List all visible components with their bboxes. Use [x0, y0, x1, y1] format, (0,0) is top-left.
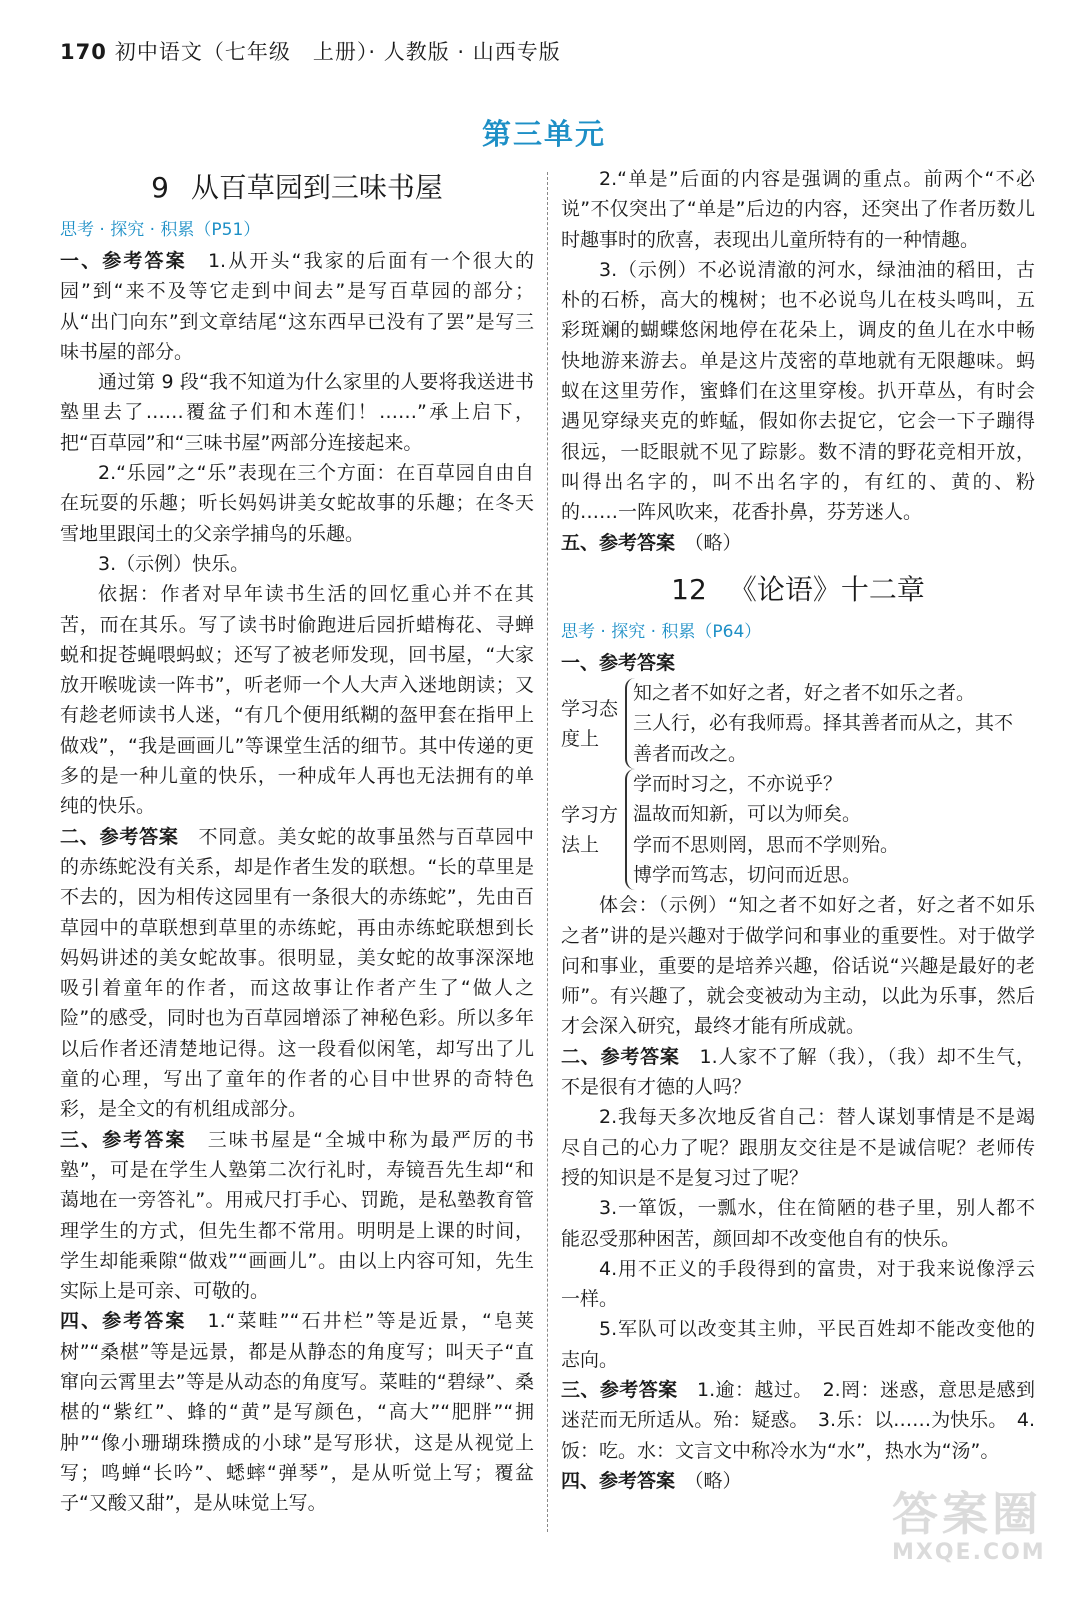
quote-group-attitude	[561, 678, 1035, 769]
answer-text: 1.逾：越过。 2.罔：迷惑，意思是感到迷茫而无所适从。殆：疑惑。 3.乐：以……为快乐。 4.饭：吃。水：文言文中称冷水为“水”，热水为“汤”。	[561, 1378, 1035, 1462]
answer-text: （略）	[675, 1469, 742, 1492]
answer-paragraph: 2.“单是”后面的内容是强调的重点。前两个“不必说”不仅突出了“单是”后边的内容，还突出了作者历数儿时趣事时的欣喜，表现出儿童所特有的一种情趣。	[561, 168, 1035, 251]
answer-paragraph	[561, 1042, 1035, 1103]
answer-text: 三味书屋是“全城中称为最严厉的书塾”，可是在学生人塾第二次行礼时，寿镜吾先生却“和蔼地在一旁答礼”。用戒尺打手心、罚跪，是私塾教育管理学生的方式，但先生都不常用。明明是上课的时间，学生却能乘隙“做戏”“画画儿”。由以上内容可知，先生实际上是可亲、可敬的。	[60, 1128, 534, 1303]
left-column	[60, 164, 534, 1518]
answer-paragraph	[60, 1125, 534, 1307]
answer-heading: 三、参考答案	[60, 1128, 187, 1151]
group-items	[625, 678, 1013, 769]
section-label: 思考 · 探究 · 积累（P51）	[60, 220, 261, 240]
answer-heading: 二、参考答案	[60, 825, 179, 848]
answer-heading: 一、参考答案	[561, 651, 676, 674]
watermark-text: 答案圈	[892, 1487, 1042, 1541]
answer-paragraph	[60, 1306, 534, 1518]
quote-line: 学而时习之，不亦说乎？	[633, 773, 843, 796]
section-label: 思考 · 探究 · 积累（P64）	[561, 621, 762, 642]
answer-paragraph	[60, 246, 534, 367]
right-column	[561, 164, 1035, 1496]
page-number: 170	[60, 40, 107, 64]
answer-heading: 二、参考答案	[561, 1045, 680, 1068]
lesson-9-heading	[60, 164, 534, 212]
answer-heading: 一、参考答案	[60, 250, 187, 272]
answer-text: （略）	[675, 531, 742, 554]
lesson-number: 9	[151, 171, 169, 204]
answer-heading: 五、参考答案	[561, 531, 676, 554]
group-label: 学习方法上	[561, 803, 619, 856]
answer-heading: 四、参考答案	[561, 1469, 676, 1492]
answer-text: 1.从开头“我家的后面有一个很大的园”到“来不及等它走到中间去”是写百草园的部分；从“出门向东”到文章结尾“这东西早已没有了罢”是写三味书屋的部分。	[60, 250, 534, 363]
quote-line: 博学而笃志，切问而近思。	[633, 863, 862, 886]
book-title: 初中语文（七年级 上册）· 人教版 · 山西专版	[114, 40, 561, 64]
lesson-title: 《论语》十二章	[728, 572, 925, 606]
quote-line: 学而不思则罔，思而不学则殆。	[633, 833, 900, 856]
watermark-logo	[892, 1478, 1072, 1578]
watermark-url: MXQE.COM	[892, 1540, 1046, 1565]
answer-heading: 三、参考答案	[561, 1378, 678, 1401]
group-items	[625, 769, 899, 890]
answer-paragraph: 3.一箪饭，一瓢水，住在简陋的巷子里，别人都不能忍受那种困苦，颜回却不改变他自有的快乐。	[561, 1197, 1035, 1250]
answer-paragraph: 体会：（示例）“知之者不如好之者，好之者不如乐之者”讲的是兴趣对于做学问和事业的重要性。对于做学问和事业，重要的是培养兴趣，俗话说“兴趣是最好的老师”。有兴趣了，就会变被动为主动，以此为乐事，然后才会深入研究，最终才能有所成就。	[561, 894, 1035, 1038]
quote-line: 三人行，必有我师焉。择其善者而从之，其不	[633, 712, 1014, 735]
quote-line: 知之者不如好之者，好之者不如乐之者。	[633, 682, 976, 705]
answer-paragraph: 通过第 9 段“我不知道为什么家里的人要将我送进书塾里去了……覆盆子们和木莲们！……”承上启下，把“百草园”和“三味书屋”两部分连接起来。	[60, 371, 534, 454]
answer-paragraph	[561, 528, 1035, 558]
answer-paragraph	[561, 1375, 1035, 1466]
group-label: 学习态度上	[561, 697, 619, 750]
answer-paragraph	[60, 822, 534, 1125]
answer-text: 1.“菜畦”“石井栏”等是近景，“皂荚树”“桑椹”等是远景，都是从静态的角度写；叫天子“直窜向云霄里去”等是从动态的角度写。菜畦的“碧绿”、桑椹的“紫红”、蜂的“黄”是写颜色，“高大”“肥胖”“拥肿”“像小珊瑚珠攒成的小球”是写形状，这是从视觉上写；鸣蝉“长吟”、蟋蟀“弹琴”，是从听觉上写；覆盆子“又酸又甜”，是从味觉上写。	[60, 1310, 534, 1515]
answer-paragraph: 3.（示例）不必说清澈的河水，绿油油的稻田，古朴的石桥，高大的槐树；也不必说鸟儿在枝头鸣叫，五彩斑斓的蝴蝶悠闲地停在花朵上，调皮的鱼儿在水中畅快地游来游去。单是这片茂密的草地就有无限趣味。蚂蚁在这里劳作，蜜蜂们在这里穿梭。扒开草丛，有时会遇见穿绿夹克的蚱蜢，假如你去捉它，它会一下子蹦得很远，一眨眼就不见了踪影。数不清的野花竞相开放，叫得出名字的，叫不出名字的，有红的、黄的、粉的……一阵风吹来，花香扑鼻，芬芳迷人。	[561, 258, 1035, 524]
lesson-title: 从百草园到三味书屋	[190, 171, 443, 204]
lesson-12-heading	[561, 566, 1035, 614]
answer-paragraph: 2.我每天多次地反省自己：替人谋划事情是不是竭尽自己的心力了呢？跟朋友交往是不是诚信呢？老师传授的知识是不是复习过了呢？	[561, 1106, 1035, 1189]
quote-line: 温故而知新，可以为师矣。	[633, 803, 862, 826]
answer-paragraph: 3.（示例）快乐。	[98, 552, 250, 575]
answer-heading: 四、参考答案	[60, 1310, 187, 1333]
quote-line: 善者而改之。	[633, 742, 748, 765]
answer-text: 1.人家不了解（我），（我）却不生气，不是很有才德的人吗？	[561, 1045, 1035, 1099]
answer-text: 不同意。美女蛇的故事虽然与百草园中的赤练蛇没有关系，却是作者生发的联想。“长的草里是不去的，因为相传这园里有一条很大的赤练蛇”，先由百草园中的草联想到草里的赤练蛇，再由赤练蛇联想到长妈妈讲述的美女蛇故事。很明显，美女蛇的故事深深地吸引着童年的作者，而这故事让作者产生了“做人之险”的感受，同时也为百草园增添了神秘色彩。所以多年以后作者还清楚地记得。这一段看似闲笔，却写出了儿童的心理，写出了童年的作者的心目中世界的奇特色彩，是全文的有机组成部分。	[60, 825, 534, 1121]
unit-title: 第三单元	[481, 117, 606, 151]
quote-group-method	[561, 769, 1035, 890]
lesson-number: 12	[671, 572, 707, 606]
answer-paragraph: 2.“乐园”之“乐”表现在三个方面：在百草园自由自在玩耍的乐趣；听长妈妈讲美女蛇故事的乐趣；在冬天雪地里跟闰土的父亲学捕鸟的乐趣。	[60, 462, 534, 545]
column-divider	[547, 172, 548, 1532]
answer-paragraph: 5.军队可以改变其主帅，平民百姓却不能改变他的志向。	[561, 1318, 1035, 1371]
answer-paragraph: 4.用不正义的手段得到的富贵，对于我来说像浮云一样。	[561, 1257, 1035, 1311]
page-header	[60, 36, 561, 66]
answer-paragraph: 依据：作者对早年读书生活的回忆重心并不在其苦，而在其乐。写了读书时偷跑进后园折蜡梅花、寻蝉蜕和捉苍蝇喂蚂蚁；还写了被老师发现，回书屋，“大家放开喉咙读一阵书”，听老师一个人大声入迷地朗读；又有趁老师读书人迷，“有几个便用纸糊的盔甲套在指甲上做戏”，“我是画画儿”等课堂生活的细节。其中传递的更多的是一种儿童的快乐，一种成年人再也无法拥有的单纯的快乐。	[60, 583, 534, 818]
